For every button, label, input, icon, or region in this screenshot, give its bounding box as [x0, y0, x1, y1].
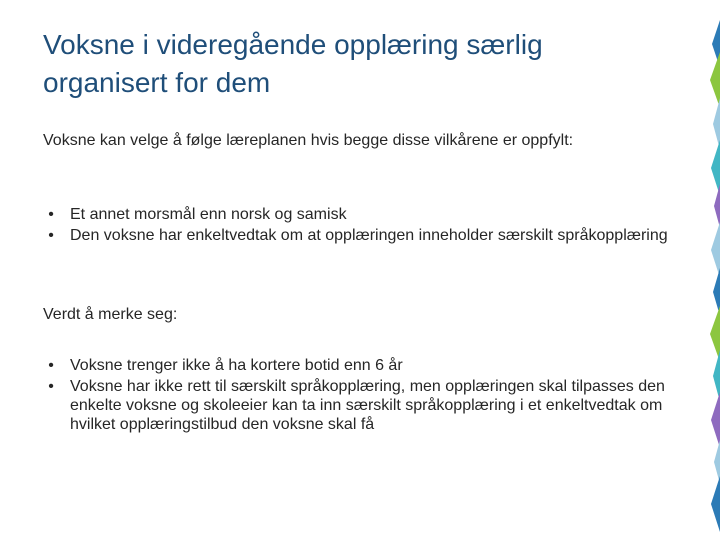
list-item [43, 226, 673, 245]
decor-shape [714, 440, 720, 484]
list-item-text: Voksne trenger ikke å ha kortere botid enn 6 år [70, 357, 403, 374]
slide-title: Voksne i videregående opplæring særlig organisert for dem [43, 29, 543, 98]
decor-shape [710, 306, 720, 362]
decor-shape [711, 140, 720, 196]
bullet-icon: • [48, 227, 54, 244]
note-heading: Verdt å merke seg: [43, 306, 178, 323]
list-item [43, 205, 673, 224]
decorative-side-pattern [708, 0, 720, 540]
list-item-text: Den voksne har enkeltvedtak om at opplæringen inneholder særskilt språkopplæring [70, 227, 668, 244]
intro-text: Voksne kan velge å følge læreplanen hvis begge disse vilkårene er oppfylt: [43, 132, 574, 149]
list-item [43, 356, 673, 375]
list-item [43, 377, 673, 434]
list-item-text: Voksne har ikke rett til særskilt språkopplæring, men opplæringen skal tilpasses den enkelte voksne og skoleeier kan ta inn særskilt språkopplæring i et enkeltvedtak om hvilket opplæringstilbud den voksne skal få [70, 378, 665, 433]
decor-shape [713, 268, 720, 316]
decor-shape [710, 52, 720, 108]
notes-list [43, 356, 673, 436]
decor-shape [711, 222, 720, 278]
bullet-icon: • [48, 206, 54, 223]
list-item-text: Et annet morsmål enn norsk og samisk [70, 206, 347, 223]
decor-shape [714, 184, 720, 228]
conditions-list [43, 205, 673, 247]
decor-shape [713, 98, 720, 150]
decor-shape [711, 476, 720, 532]
decor-shape [711, 392, 720, 448]
bullet-icon: • [48, 357, 54, 374]
bullet-icon: • [48, 378, 54, 395]
decor-shape [713, 350, 720, 402]
